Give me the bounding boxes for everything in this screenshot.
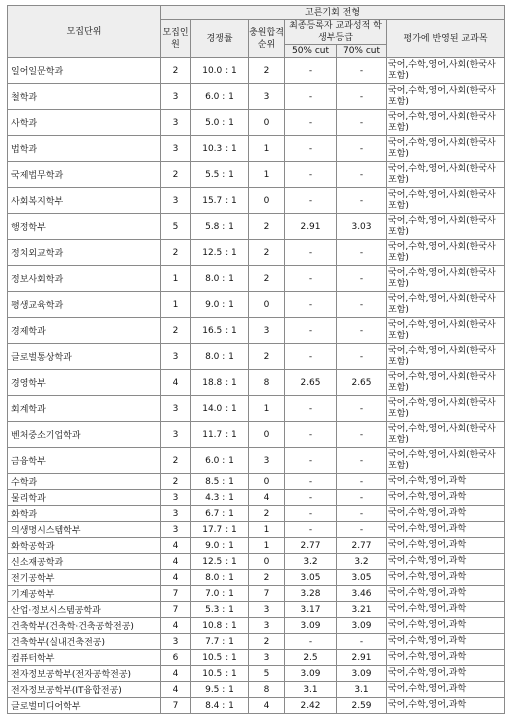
table-row — [8, 110, 505, 136]
cell-waitlist: 2 — [249, 240, 285, 266]
cell-ratio: 10.3 : 1 — [191, 136, 249, 162]
cell-subjects: 국어,수학,영어,과학 — [387, 474, 505, 490]
cell-ratio: 11.7 : 1 — [191, 422, 249, 448]
cell-quota: 3 — [161, 136, 191, 162]
cell-waitlist: 1 — [249, 136, 285, 162]
cell-unit: 법학과 — [8, 136, 161, 162]
table-row — [8, 698, 505, 714]
cell-waitlist: 2 — [249, 58, 285, 84]
table-row — [8, 292, 505, 318]
cell-ratio: 9.0 : 1 — [191, 292, 249, 318]
header-cut70: 70% cut — [337, 45, 387, 58]
cell-cut70: 3.1 — [337, 682, 387, 698]
cell-ratio: 8.5 : 1 — [191, 474, 249, 490]
cell-waitlist: 3 — [249, 602, 285, 618]
cell-subjects: 국어,수학,영어,과학 — [387, 506, 505, 522]
cell-cut50: - — [285, 318, 337, 344]
cell-unit: 건축학부(건축학·건축공학전공) — [8, 618, 161, 634]
cell-quota: 4 — [161, 370, 191, 396]
cell-waitlist: 0 — [249, 292, 285, 318]
cell-unit: 건축학부(실내건축전공) — [8, 634, 161, 650]
cell-ratio: 16.5 : 1 — [191, 318, 249, 344]
cell-cut70: - — [337, 396, 387, 422]
cell-subjects: 국어,수학,영어,과학 — [387, 666, 505, 682]
cell-unit: 행정학부 — [8, 214, 161, 240]
cell-cut50: - — [285, 188, 337, 214]
cell-cut70: - — [337, 344, 387, 370]
cell-cut50: 3.1 — [285, 682, 337, 698]
cell-cut70: 3.21 — [337, 602, 387, 618]
cell-unit: 일어일문학과 — [8, 58, 161, 84]
table-row — [8, 344, 505, 370]
cell-unit: 경영학부 — [8, 370, 161, 396]
table-row — [8, 448, 505, 474]
cell-ratio: 14.0 : 1 — [191, 396, 249, 422]
cell-ratio: 10.5 : 1 — [191, 650, 249, 666]
cell-waitlist: 3 — [249, 84, 285, 110]
cell-unit: 전자정보공학부(IT융합전공) — [8, 682, 161, 698]
cell-cut50: - — [285, 136, 337, 162]
cell-unit: 산업·정보시스템공학과 — [8, 602, 161, 618]
cell-cut70: 3.46 — [337, 586, 387, 602]
cell-ratio: 18.8 : 1 — [191, 370, 249, 396]
cell-ratio: 17.7 : 1 — [191, 522, 249, 538]
cell-unit: 컴퓨터학부 — [8, 650, 161, 666]
cell-ratio: 12.5 : 1 — [191, 240, 249, 266]
cell-quota: 3 — [161, 490, 191, 506]
cell-cut70: 3.09 — [337, 618, 387, 634]
cell-cut70: - — [337, 240, 387, 266]
header-final-grade: 최종등록자 교과성적 학생부등급 — [285, 20, 387, 45]
cell-cut50: - — [285, 266, 337, 292]
cell-subjects: 국어,수학,영어,과학 — [387, 634, 505, 650]
cell-ratio: 6.0 : 1 — [191, 448, 249, 474]
cell-cut70: - — [337, 490, 387, 506]
cell-quota: 2 — [161, 318, 191, 344]
cell-quota: 1 — [161, 266, 191, 292]
cell-subjects: 국어,수학,영어,사회(한국사포함) — [387, 266, 505, 292]
cell-cut70: - — [337, 188, 387, 214]
cell-quota: 7 — [161, 698, 191, 714]
table-row — [8, 136, 505, 162]
cell-waitlist: 0 — [249, 188, 285, 214]
cell-cut50: 3.2 — [285, 554, 337, 570]
cell-cut70: 2.59 — [337, 698, 387, 714]
cell-subjects: 국어,수학,영어,과학 — [387, 618, 505, 634]
cell-ratio: 10.0 : 1 — [191, 58, 249, 84]
cell-unit: 신소재공학과 — [8, 554, 161, 570]
cell-waitlist: 0 — [249, 554, 285, 570]
cell-cut50: - — [285, 422, 337, 448]
cell-cut50: 3.17 — [285, 602, 337, 618]
cell-ratio: 7.0 : 1 — [191, 586, 249, 602]
cell-waitlist: 0 — [249, 110, 285, 136]
table-row — [8, 58, 505, 84]
cell-unit: 평생교육학과 — [8, 292, 161, 318]
cell-subjects: 국어,수학,영어,과학 — [387, 586, 505, 602]
cell-cut50: - — [285, 522, 337, 538]
cell-cut50: 3.09 — [285, 618, 337, 634]
cell-cut50: - — [285, 634, 337, 650]
cell-waitlist: 8 — [249, 370, 285, 396]
cell-cut70: - — [337, 422, 387, 448]
cell-waitlist: 2 — [249, 506, 285, 522]
table-row — [8, 666, 505, 682]
cell-cut70: - — [337, 84, 387, 110]
cell-cut70: 2.77 — [337, 538, 387, 554]
cell-waitlist: 7 — [249, 586, 285, 602]
cell-quota: 2 — [161, 474, 191, 490]
table-row — [8, 266, 505, 292]
cell-waitlist: 5 — [249, 666, 285, 682]
cell-cut70: 3.03 — [337, 214, 387, 240]
admission-table-container — [7, 5, 505, 714]
cell-quota: 2 — [161, 240, 191, 266]
cell-subjects: 국어,수학,영어,사회(한국사포함) — [387, 344, 505, 370]
cell-unit: 회계학과 — [8, 396, 161, 422]
cell-waitlist: 2 — [249, 266, 285, 292]
header-quota: 모집인원 — [161, 20, 191, 58]
cell-waitlist: 2 — [249, 344, 285, 370]
cell-cut50: 2.65 — [285, 370, 337, 396]
cell-waitlist: 3 — [249, 318, 285, 344]
cell-unit: 금융학부 — [8, 448, 161, 474]
cell-cut50: 2.77 — [285, 538, 337, 554]
cell-unit: 물리학과 — [8, 490, 161, 506]
cell-quota: 4 — [161, 570, 191, 586]
header-cut50: 50% cut — [285, 45, 337, 58]
cell-quota: 2 — [161, 58, 191, 84]
cell-quota: 3 — [161, 522, 191, 538]
cell-cut50: 3.28 — [285, 586, 337, 602]
cell-unit: 글로벌미디어학부 — [8, 698, 161, 714]
table-header — [8, 6, 505, 58]
table-row — [8, 474, 505, 490]
cell-waitlist: 2 — [249, 214, 285, 240]
cell-subjects: 국어,수학,영어,과학 — [387, 490, 505, 506]
cell-quota: 3 — [161, 84, 191, 110]
cell-unit: 의생명시스템학부 — [8, 522, 161, 538]
cell-ratio: 8.0 : 1 — [191, 570, 249, 586]
cell-waitlist: 0 — [249, 422, 285, 448]
cell-cut70: - — [337, 58, 387, 84]
cell-ratio: 6.0 : 1 — [191, 84, 249, 110]
cell-ratio: 10.5 : 1 — [191, 666, 249, 682]
cell-subjects: 국어,수학,영어,과학 — [387, 650, 505, 666]
header-unit: 모집단위 — [8, 6, 161, 58]
header-group: 고른기회 전형 — [161, 6, 505, 20]
cell-cut70: - — [337, 474, 387, 490]
cell-subjects: 국어,수학,영어,사회(한국사포함) — [387, 214, 505, 240]
table-row — [8, 570, 505, 586]
table-row — [8, 214, 505, 240]
cell-ratio: 5.5 : 1 — [191, 162, 249, 188]
cell-cut50: - — [285, 58, 337, 84]
admission-results-table — [7, 5, 505, 714]
cell-ratio: 9.5 : 1 — [191, 682, 249, 698]
cell-quota: 4 — [161, 682, 191, 698]
cell-quota: 4 — [161, 554, 191, 570]
cell-ratio: 15.7 : 1 — [191, 188, 249, 214]
table-row — [8, 162, 505, 188]
header-waitlist: 충원합격순위 — [249, 20, 285, 58]
cell-quota: 3 — [161, 396, 191, 422]
cell-unit: 정치외교학과 — [8, 240, 161, 266]
cell-ratio: 5.8 : 1 — [191, 214, 249, 240]
cell-unit: 기계공학부 — [8, 586, 161, 602]
cell-cut50: - — [285, 474, 337, 490]
cell-unit: 경제학과 — [8, 318, 161, 344]
cell-quota: 2 — [161, 162, 191, 188]
cell-cut70: 2.65 — [337, 370, 387, 396]
cell-waitlist: 1 — [249, 396, 285, 422]
table-row — [8, 602, 505, 618]
table-row — [8, 554, 505, 570]
cell-ratio: 8.4 : 1 — [191, 698, 249, 714]
cell-cut50: - — [285, 490, 337, 506]
cell-unit: 사회복지학부 — [8, 188, 161, 214]
cell-cut50: - — [285, 84, 337, 110]
table-body — [8, 58, 505, 714]
cell-waitlist: 2 — [249, 634, 285, 650]
cell-subjects: 국어,수학,영어,사회(한국사포함) — [387, 240, 505, 266]
cell-cut50: - — [285, 240, 337, 266]
cell-ratio: 9.0 : 1 — [191, 538, 249, 554]
cell-cut70: 3.2 — [337, 554, 387, 570]
table-row — [8, 422, 505, 448]
cell-unit: 사학과 — [8, 110, 161, 136]
cell-subjects: 국어,수학,영어,과학 — [387, 538, 505, 554]
table-row — [8, 650, 505, 666]
cell-unit: 화학공학과 — [8, 538, 161, 554]
cell-subjects: 국어,수학,영어,사회(한국사포함) — [387, 396, 505, 422]
cell-cut50: 3.05 — [285, 570, 337, 586]
cell-waitlist: 0 — [249, 474, 285, 490]
cell-ratio: 5.3 : 1 — [191, 602, 249, 618]
cell-ratio: 10.8 : 1 — [191, 618, 249, 634]
cell-subjects: 국어,수학,영어,과학 — [387, 522, 505, 538]
cell-waitlist: 3 — [249, 618, 285, 634]
cell-waitlist: 1 — [249, 162, 285, 188]
table-row — [8, 490, 505, 506]
cell-cut70: - — [337, 634, 387, 650]
cell-ratio: 5.0 : 1 — [191, 110, 249, 136]
table-row — [8, 396, 505, 422]
cell-cut70: - — [337, 506, 387, 522]
cell-unit: 철학과 — [8, 84, 161, 110]
cell-quota: 3 — [161, 422, 191, 448]
table-row — [8, 188, 505, 214]
cell-subjects: 국어,수학,영어,과학 — [387, 602, 505, 618]
cell-unit: 벤처중소기업학과 — [8, 422, 161, 448]
cell-cut50: - — [285, 506, 337, 522]
cell-waitlist: 8 — [249, 682, 285, 698]
cell-cut50: - — [285, 110, 337, 136]
cell-cut70: - — [337, 448, 387, 474]
cell-waitlist: 2 — [249, 570, 285, 586]
cell-subjects: 국어,수학,영어,사회(한국사포함) — [387, 318, 505, 344]
cell-waitlist: 3 — [249, 650, 285, 666]
cell-quota: 7 — [161, 602, 191, 618]
cell-unit: 글로벌통상학과 — [8, 344, 161, 370]
table-row — [8, 634, 505, 650]
cell-quota: 4 — [161, 618, 191, 634]
cell-quota: 3 — [161, 344, 191, 370]
cell-quota: 4 — [161, 666, 191, 682]
cell-unit: 정보사회학과 — [8, 266, 161, 292]
table-row — [8, 370, 505, 396]
cell-subjects: 국어,수학,영어,사회(한국사포함) — [387, 84, 505, 110]
table-row — [8, 506, 505, 522]
cell-cut50: - — [285, 396, 337, 422]
table-row — [8, 240, 505, 266]
cell-cut70: - — [337, 522, 387, 538]
cell-quota: 4 — [161, 538, 191, 554]
cell-quota: 3 — [161, 110, 191, 136]
cell-quota: 2 — [161, 448, 191, 474]
cell-unit: 화학과 — [8, 506, 161, 522]
cell-unit: 전자정보공학부(전자공학전공) — [8, 666, 161, 682]
cell-cut70: 2.91 — [337, 650, 387, 666]
cell-cut70: - — [337, 318, 387, 344]
cell-subjects: 국어,수학,영어,과학 — [387, 554, 505, 570]
cell-waitlist: 1 — [249, 522, 285, 538]
cell-subjects: 국어,수학,영어,과학 — [387, 698, 505, 714]
cell-cut70: 3.09 — [337, 666, 387, 682]
cell-waitlist: 4 — [249, 490, 285, 506]
cell-ratio: 6.7 : 1 — [191, 506, 249, 522]
cell-cut70: - — [337, 292, 387, 318]
cell-unit: 국제법무학과 — [8, 162, 161, 188]
table-row — [8, 318, 505, 344]
cell-subjects: 국어,수학,영어,과학 — [387, 570, 505, 586]
cell-waitlist: 3 — [249, 448, 285, 474]
cell-subjects: 국어,수학,영어,사회(한국사포함) — [387, 110, 505, 136]
cell-cut70: 3.05 — [337, 570, 387, 586]
header-ratio: 경쟁률 — [191, 20, 249, 58]
cell-cut50: 2.42 — [285, 698, 337, 714]
cell-cut50: - — [285, 162, 337, 188]
cell-cut50: - — [285, 448, 337, 474]
cell-ratio: 8.0 : 1 — [191, 344, 249, 370]
cell-cut50: 2.91 — [285, 214, 337, 240]
cell-ratio: 4.3 : 1 — [191, 490, 249, 506]
cell-cut50: 2.5 — [285, 650, 337, 666]
cell-ratio: 8.0 : 1 — [191, 266, 249, 292]
cell-cut70: - — [337, 110, 387, 136]
table-row — [8, 84, 505, 110]
cell-ratio: 7.7 : 1 — [191, 634, 249, 650]
cell-cut50: - — [285, 292, 337, 318]
header-subjects: 평가에 반영된 교과목 — [387, 20, 505, 58]
cell-subjects: 국어,수학,영어,사회(한국사포함) — [387, 136, 505, 162]
table-row — [8, 522, 505, 538]
cell-cut70: - — [337, 162, 387, 188]
cell-cut70: - — [337, 136, 387, 162]
cell-subjects: 국어,수학,영어,사회(한국사포함) — [387, 188, 505, 214]
cell-ratio: 12.5 : 1 — [191, 554, 249, 570]
cell-quota: 3 — [161, 188, 191, 214]
cell-waitlist: 4 — [249, 698, 285, 714]
cell-subjects: 국어,수학,영어,사회(한국사포함) — [387, 422, 505, 448]
cell-quota: 7 — [161, 586, 191, 602]
table-row — [8, 586, 505, 602]
cell-cut50: 3.09 — [285, 666, 337, 682]
table-row — [8, 682, 505, 698]
cell-quota: 6 — [161, 650, 191, 666]
cell-waitlist: 1 — [249, 538, 285, 554]
table-row — [8, 538, 505, 554]
cell-quota: 5 — [161, 214, 191, 240]
cell-subjects: 국어,수학,영어,과학 — [387, 682, 505, 698]
table-row — [8, 618, 505, 634]
cell-cut50: - — [285, 344, 337, 370]
cell-subjects: 국어,수학,영어,사회(한국사포함) — [387, 58, 505, 84]
cell-subjects: 국어,수학,영어,사회(한국사포함) — [387, 448, 505, 474]
cell-quota: 3 — [161, 506, 191, 522]
cell-unit: 수학과 — [8, 474, 161, 490]
cell-quota: 3 — [161, 634, 191, 650]
cell-subjects: 국어,수학,영어,사회(한국사포함) — [387, 370, 505, 396]
cell-subjects: 국어,수학,영어,사회(한국사포함) — [387, 162, 505, 188]
cell-subjects: 국어,수학,영어,사회(한국사포함) — [387, 292, 505, 318]
cell-quota: 1 — [161, 292, 191, 318]
cell-cut70: - — [337, 266, 387, 292]
cell-unit: 전기공학부 — [8, 570, 161, 586]
